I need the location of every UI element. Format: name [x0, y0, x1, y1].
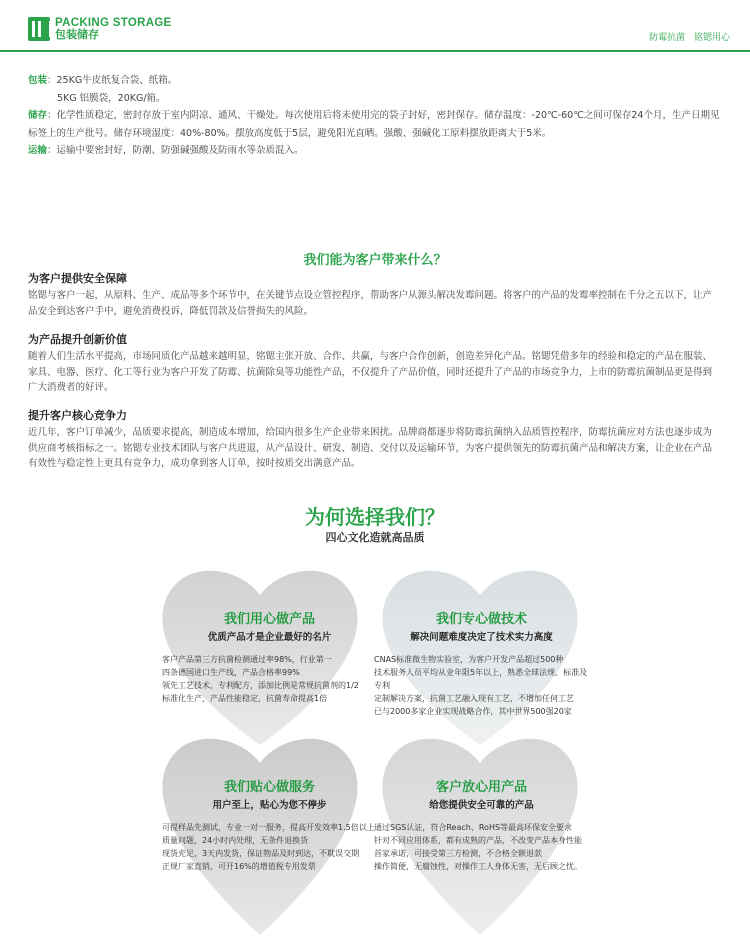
why-subtitle: 四心文化造就高品质: [325, 531, 425, 544]
logo-mark-icon: [28, 17, 50, 41]
why-card-line: 针对不同应用体系，都有成熟的产品，不改变产品本身性能: [374, 836, 582, 845]
why-card-subtitle: 给您提供安全可靠的产品: [429, 800, 534, 811]
why-card-line: 现货充足，3天内发货，保证物品及时到达，不耽误交期: [162, 849, 360, 858]
value-text: 随着人们生活水平提高，市场同质化产品越来越明显，铭锶主张开放、合作、共赢，与客户合作创新，创造差异化产品。铭锶凭借多年的经验和稳定的产品在服装、家具、电器、医疗、化工等行业为客户开发了防霉、抗菌除臭等功能性产品，不仅提升了产品价值，同时还提升了产品的市场竞争力，上市的防霉抗菌制品更是得到广大消费者的好评。: [28, 351, 713, 393]
why-card-line: 领先工艺技术，专利配方，添加比例是常规抗菌剂的1/2: [162, 681, 359, 690]
value-title: 我们能为客户带来什么？: [303, 253, 447, 268]
shipping-line: [28, 142, 728, 160]
header-tags: [643, 30, 730, 43]
why-card-title: 我们用心做产品: [223, 612, 315, 627]
storage-line: [28, 107, 728, 142]
why-title: 为何选择我们？: [305, 505, 445, 529]
shipping-label: 运输: [28, 145, 48, 156]
why-card-line: 客户产品第三方抗菌检测通过率98%，行业第一: [162, 655, 332, 664]
why-card-line: 已与2000多家企业实现战略合作，其中世界500强20家: [374, 707, 572, 716]
value-heading: 为产品提升创新价值: [28, 333, 127, 346]
shipping-text: ：运输中要密封好，防潮、防强碱强酸及防雨水等杂质混入。: [47, 145, 304, 156]
why-card-line: 技术服务人员平均从业年限5年以上，熟悉全球法规、标准及专利: [374, 668, 588, 690]
why-card-line: 标准化生产，产品性能稳定，抗菌寿命提高1倍: [162, 694, 328, 703]
why-card-line: CNAS标准微生物实验室，为客户开发产品超过500种: [374, 655, 564, 664]
why-card-subtitle: 用户至上，贴心为您不停步: [212, 800, 327, 811]
value-text: 近几年，客户订单减少，品质要求提高，制造成本增加，给国内很多生产企业带来困扰。品牌商都逐步将防霉抗菌纳入品质管控程序，防霉抗菌应对方法也逐步成为供应商考核指标之一。铭锶专业技术团队与客户共进退，从产品设计、研发、制造、交付以及运输环节，为客户提供领先的防霉抗菌产品和解决方案，让企业在产品有效性与稳定性上更具有竞争力，成功拿到客人订单，按时按质交出满意产品。: [28, 427, 713, 469]
storage-text: ：化学性质稳定，密封存放于室内阴凉、通风、干燥处。每次使用后将未使用完的袋子封好，密封保存。储存温度：-20℃-60℃之间可保存24个月，生产日期见标签上的生产批号。储存环境湿度：40%-80%。摆放高度低于5层，避免阳光直晒。强酸、强碱化工原料摆放距离大于5米。: [28, 110, 720, 139]
why-card-title: 客户放心用产品: [435, 780, 527, 795]
page-header: [0, 0, 750, 52]
four-hearts: [140, 560, 610, 948]
value-item: [28, 331, 718, 396]
pack-text: ：25KG牛皮纸复合袋、纸箱。: [47, 75, 178, 86]
why-card-line: 定制解决方案，抗菌工艺融入现有工艺，不增加任何工艺: [374, 694, 574, 703]
why-card-line: 四条德国进口生产线，产品合格率99%: [162, 668, 300, 677]
why-card-line: 正规厂家直销，可开16%的增值税专用发票: [162, 862, 316, 871]
pack-label: 包装: [28, 75, 48, 86]
logo-en: PACKING STORAGE: [55, 17, 172, 30]
why-card: [162, 608, 377, 705]
value-item: [28, 270, 718, 319]
logo-text: [55, 17, 172, 41]
header-tag: 铭锶用心: [693, 33, 730, 43]
why-card-line: 操作简便，无腐蚀性，对操作工人身体无害，无后顾之忧。: [374, 862, 582, 871]
why-card-line: 首家承诺，可接受第三方检测，不合格全额退款: [374, 849, 542, 858]
logo: [28, 17, 172, 41]
why-card-line: 可提样品先测试，专业一对一服务，提高开发效率1.5倍以上: [162, 823, 375, 832]
value-heading: 提升客户核心竞争力: [28, 409, 127, 422]
value-text: 铭锶与客户一起，从原料、生产、成品等多个环节中，在关键节点设立管控程序，帮助客户从源头解决发霉问题。将客户的产品的发霉率控制在千分之五以下，让产品安全到达客户手中，避免消费投诉，降低罚款及信誉损失的风险。: [28, 290, 713, 317]
why-card-title: 我们贴心做服务: [223, 780, 315, 795]
why-card-title: 我们专心做技术: [435, 612, 527, 627]
why-card-line: 质量问题，24小时内处理，无条件退换货: [162, 836, 309, 845]
why-card-line: 通过SGS认证，符合Reach、RoHS等最高环保安全要求: [374, 823, 573, 832]
value-heading: 为客户提供安全保障: [28, 272, 127, 285]
pack-line-2: 5KG 铝膜袋，20KG/箱。: [57, 92, 166, 104]
header-tag: 防霉抗菌: [649, 33, 686, 43]
why-card: [162, 776, 377, 873]
why-card: [374, 776, 589, 873]
pack-line: [28, 72, 728, 90]
packing-info: [28, 72, 728, 160]
value-item: [28, 407, 718, 472]
why-card: [374, 608, 589, 718]
why-card-subtitle: 优质产品才是企业最好的名片: [207, 632, 332, 643]
logo-cn: 包装储存: [55, 28, 99, 42]
storage-label: 储存: [28, 110, 48, 121]
why-card-subtitle: 解决问题难度决定了技术实力高度: [410, 632, 553, 643]
